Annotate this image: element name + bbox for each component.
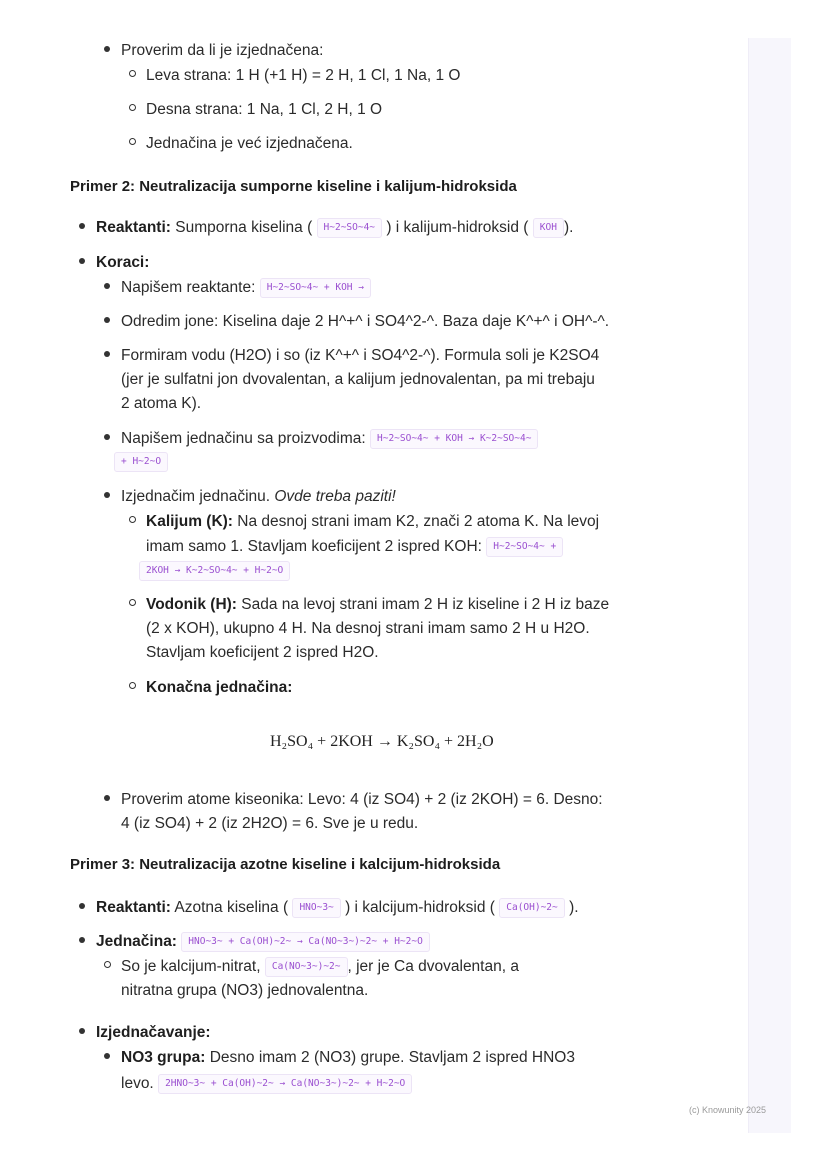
balanced-item	[146, 132, 353, 156]
potassium-line1: Na desnoj strani imam K2, znači 2 atoma K. Na levoj	[237, 513, 600, 530]
step3-line2: (jer je sulfatni jon dvovalentan, a kalijum jednovalentan, pa mi trebaju	[121, 371, 595, 388]
copyright-footer: (c) Knowunity 2025	[689, 1105, 767, 1115]
reactants-text-c: ).	[569, 899, 579, 916]
final-equation: H₂SO₄ + 2KOH → K₂SO₄ + 2H₂O	[270, 733, 494, 750]
reactants-text-b: ) i kalijum-hidroksid (	[386, 219, 529, 236]
step3-line3: 2 atoma K).	[121, 395, 202, 412]
salt-line2: nitratna grupa (NO3) jednovalentna.	[121, 982, 369, 999]
reactants-text-b: ) i kalcijum-hidroksid (	[345, 899, 495, 916]
equation-label: Jednačina:	[96, 933, 177, 950]
no3-item	[121, 1046, 575, 1096]
formula-code: H~2~SO~4~ +	[486, 537, 563, 557]
example3-equation-item	[96, 930, 430, 954]
potassium-line2: imam samo 1. Stavljam koeficijent 2 ispred KOH:	[146, 538, 482, 555]
formula-code: HNO~3~	[292, 898, 340, 918]
formula-code: Ca(NO~3~)~2~	[265, 957, 348, 977]
step5-text: Izjednačim jednačinu.	[121, 488, 271, 505]
reactants-label: Reaktanti:	[96, 219, 171, 236]
formula-code: H~2~SO~4~	[317, 218, 382, 238]
formula-code: 2HNO~3~ + Ca(OH)~2~ → Ca(NO~3~)~2~ + H~2~O	[158, 1074, 412, 1094]
step4-text: Napišem jednačinu sa proizvodima:	[121, 430, 366, 447]
hydrogen-item	[146, 593, 609, 665]
reactants-text-c: ).	[563, 219, 574, 236]
step3-line1: Formiram vodu (H2O) i so (iz K^+^ i SO4^2-^). Formula soli je K2SO4	[121, 347, 600, 364]
step1-text: Napišem reaktante:	[121, 279, 256, 296]
formula-code: Ca(OH)~2~	[499, 898, 564, 918]
formula-code: H~2~SO~4~ + KOH → K~2~SO~4~	[370, 429, 538, 449]
no3-line1: Desno imam 2 (NO3) grupe. Stavljam 2 ispred HNO3	[209, 1049, 575, 1066]
formula-code: 2KOH → K~2~SO~4~ + H~2~O	[139, 561, 290, 581]
oxygen-line2: 4 (iz SO4) + 2 (iz 2H2O) = 6. Sve je u redu.	[121, 815, 419, 832]
example3-title: Primer 3: Neutralizacija azotne kiseline i kalcijum-hidroksida	[70, 856, 501, 873]
step4-item	[121, 427, 538, 451]
balancing-label: Izjednačavanje:	[96, 1024, 211, 1041]
step4-continuation	[114, 452, 168, 472]
step5-warning: Ovde treba paziti!	[274, 488, 396, 505]
hydrogen-line3: Stavljam koeficijent 2 ispred H2O.	[146, 644, 379, 661]
final-equation-label: Konačna jednačina:	[146, 679, 293, 696]
step1-item	[121, 276, 371, 300]
formula-code: H~2~SO~4~ + KOH →	[260, 278, 371, 298]
check-label: Proverim da li je izjednačena:	[121, 42, 324, 59]
no3-line2: levo.	[121, 1075, 154, 1092]
reactants-text-a: Azotna kiselina (	[174, 899, 289, 916]
salt-item	[121, 955, 519, 1003]
step2-text: Odredim jone: Kiselina daje 2 H^+^ i SO4^2-^. Baza daje K^+^ i OH^-^.	[121, 313, 610, 330]
left-side-text: Leva strana: 1 H (+1 H) = 2 H, 1 Cl, 1 Na, 1 O	[146, 67, 461, 84]
reactants-label: Reaktanti:	[96, 899, 171, 916]
steps-label: Koraci:	[96, 254, 150, 271]
balanced-text: Jednačina je već izjednačena.	[146, 135, 353, 152]
reactants-text-a: Sumporna kiselina (	[175, 219, 313, 236]
formula-code: + H~2~O	[114, 452, 168, 472]
example2-title: Primer 2: Neutralizacija sumporne kiseline i kalijum-hidroksida	[70, 178, 517, 195]
formula-code: HNO~3~ + Ca(OH)~2~ → Ca(NO~3~)~2~ + H~2~O	[181, 932, 430, 952]
salt-text-b: , jer je Ca dvovalentan, a	[347, 958, 519, 975]
hydrogen-label: Vodonik (H):	[146, 596, 237, 613]
example2-reactants-item	[96, 216, 573, 240]
step2-item	[121, 310, 609, 334]
check-balance-item	[121, 39, 323, 63]
left-side-item	[146, 64, 460, 88]
oxygen-check-item	[121, 788, 603, 836]
oxygen-line1: Proverim atome kiseonika: Levo: 4 (iz SO4) + 2 (iz 2KOH) = 6. Desno:	[121, 791, 603, 808]
example3-reactants-item	[96, 896, 579, 920]
right-margin-rail	[748, 38, 791, 1133]
example2-steps-item	[96, 251, 149, 275]
potassium-label: Kalijum (K):	[146, 513, 233, 530]
no3-label: NO3 grupa:	[121, 1049, 206, 1066]
right-side-text: Desna strana: 1 Na, 1 Cl, 2 H, 1 O	[146, 101, 383, 118]
formula-code: KOH	[533, 218, 564, 238]
potassium-item	[146, 510, 599, 559]
step5-item	[121, 485, 396, 509]
potassium-continuation	[139, 561, 290, 581]
step3-item	[121, 344, 599, 416]
balancing-item	[96, 1021, 211, 1045]
hydrogen-line2: (2 x KOH), ukupno 4 H. Na desnoj strani imam samo 2 H u H2O.	[146, 620, 590, 637]
salt-text-a: So je kalcijum-nitrat,	[121, 958, 261, 975]
final-equation-item	[146, 676, 292, 700]
right-side-item	[146, 98, 382, 122]
hydrogen-line1: Sada na levoj strani imam 2 H iz kiseline i 2 H iz baze	[241, 596, 610, 613]
